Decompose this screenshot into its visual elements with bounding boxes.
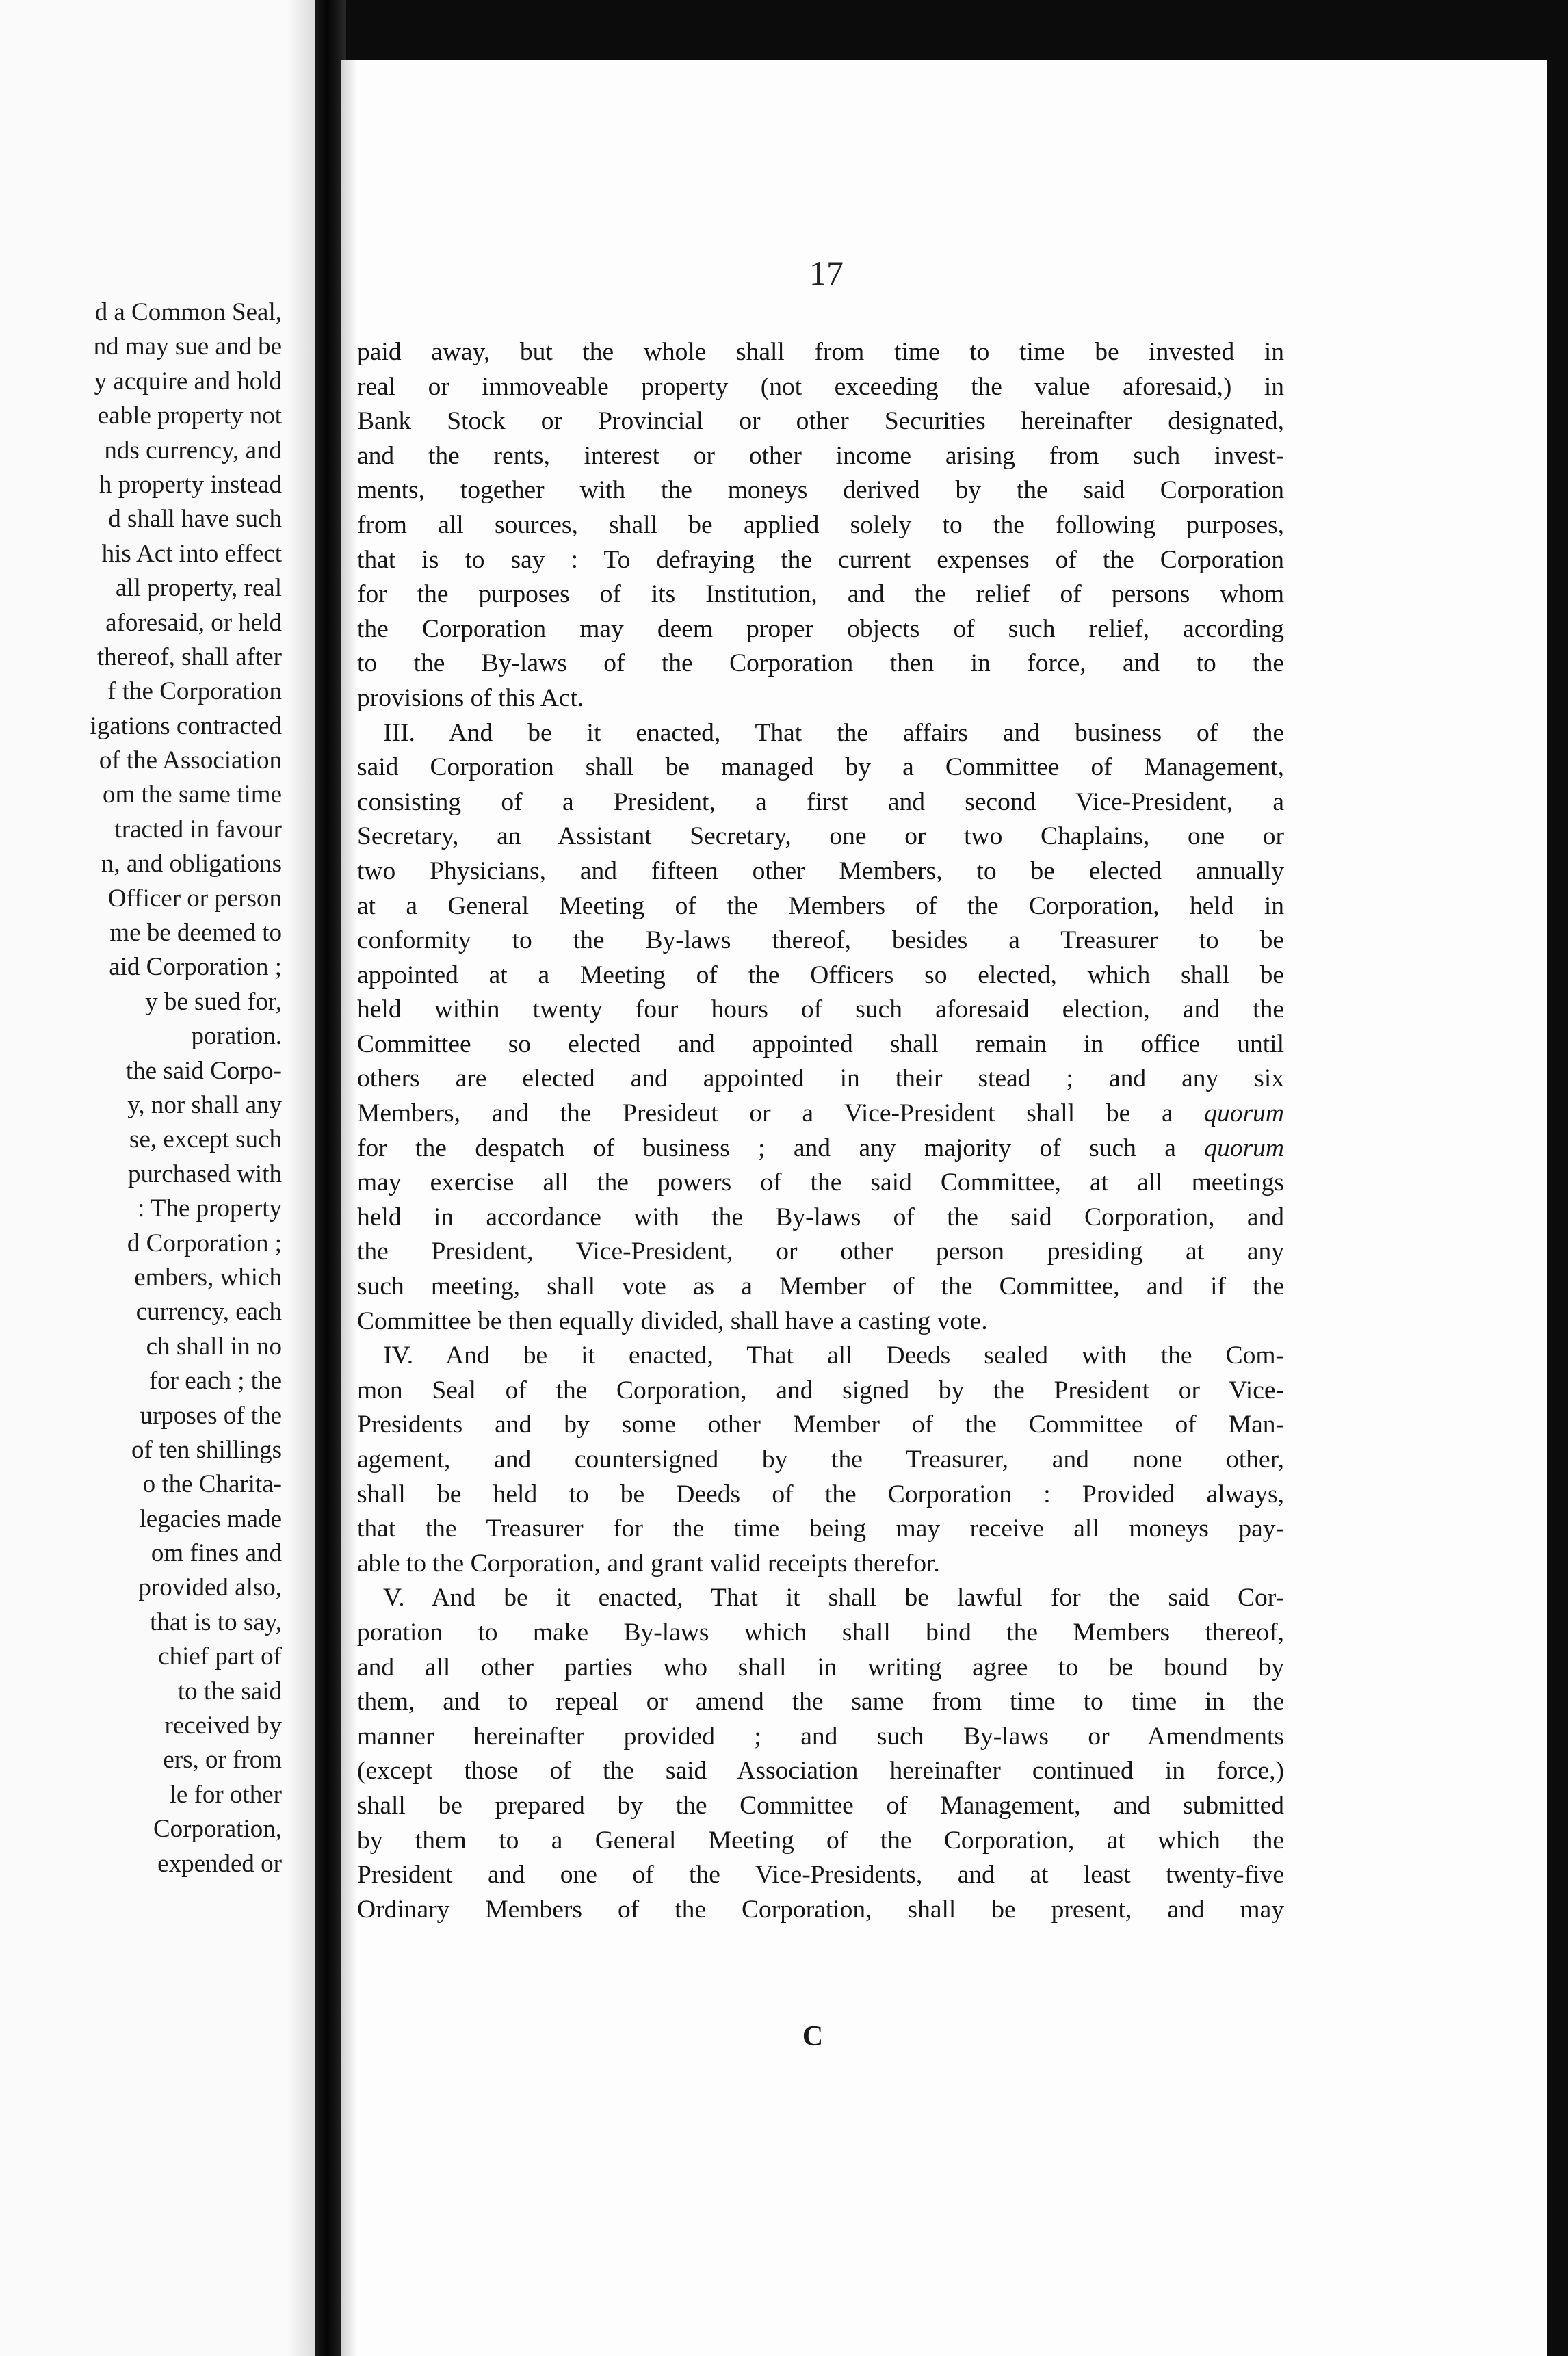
left-page	[0, 0, 315, 2356]
left-page-line: tracted in favour	[114, 815, 282, 843]
body-line: conformity to the By-laws thereof, besides a Treasurer to be	[357, 926, 1284, 955]
left-page-line: thereof, shall after	[96, 642, 282, 671]
body-line: manner hereinafter provided ; and such By-laws or Amendments	[357, 1722, 1284, 1751]
left-page-line: n, and obligations	[101, 850, 282, 878]
left-page-line: all property, real	[115, 574, 282, 603]
body-line: by them to a General Meeting of the Corporation, at which the	[357, 1826, 1284, 1855]
body-line: at a General Meeting of the Members of the Corporation, held in	[357, 891, 1284, 920]
left-page-line: to the said	[177, 1677, 282, 1705]
body-line: held within twenty four hours of such aforesaid election, and the	[357, 995, 1284, 1024]
right-page	[341, 60, 1547, 2356]
left-page-shadow	[287, 0, 315, 2356]
body-line: two Physicians, and fifteen other Members, to be elected annually	[357, 856, 1284, 885]
left-page-line: o the Charita-	[142, 1470, 282, 1499]
body-line: that is to say : To defraying the current expenses of the Corporation	[357, 545, 1284, 574]
left-page-line: his Act into effect	[101, 539, 282, 568]
left-page-line: currency, each	[135, 1298, 282, 1326]
body-line: real or immoveable property (not exceeding the value aforesaid,) in	[357, 372, 1284, 401]
body-line: and all other parties who shall in writing agree to be bound by	[357, 1653, 1284, 1681]
body-line: paid away, but the whole shall from time to time be invested in	[357, 338, 1284, 366]
left-page-line: for each ; the	[148, 1367, 282, 1396]
body-line: Ordinary Members of the Corporation, shall be present, and may	[357, 1895, 1284, 1924]
left-page-line: igations contracted	[90, 711, 282, 740]
body-line: the President, Vice-President, or other person presiding at any	[357, 1238, 1284, 1266]
body-line: Members, and the Presideut or a Vice-President shall be a quorum	[357, 1099, 1284, 1128]
left-page-text	[0, 296, 282, 1881]
body-line: mon Seal of the Corporation, and signed by the President or Vice-	[357, 1376, 1284, 1404]
left-page-line: received by	[164, 1712, 282, 1740]
left-page-line: me be deemed to	[109, 919, 282, 947]
signature-mark: C	[802, 2021, 824, 2052]
body-line: that the Treasurer for the time being may receive all moneys pay-	[357, 1515, 1284, 1543]
left-page-line: purchased with	[127, 1160, 282, 1188]
left-page-line: ch shall in no	[146, 1332, 282, 1361]
left-page-line: Officer or person	[107, 884, 282, 913]
body-line: Committee so elected and appointed shall remain in office until	[357, 1030, 1284, 1058]
body-line: poration to make By-laws which shall bind the Members thereof,	[357, 1618, 1284, 1647]
left-page-line: aforesaid, or held	[105, 608, 282, 637]
body-line: III. And be it enacted, That the affairs and business of the	[383, 718, 1284, 747]
left-page-line: : The property	[138, 1194, 282, 1223]
left-page-line: nds currency, and	[104, 436, 282, 464]
left-page-line: eable property not	[97, 402, 282, 430]
body-line: and the rents, interest or other income arising from such invest-	[357, 441, 1284, 470]
body-line: Secretary, an Assistant Secretary, one or two Chaplains, one or	[357, 822, 1284, 851]
body-line: Presidents and by some other Member of the Committee of Man-	[357, 1411, 1284, 1439]
body-line: Bank Stock or Provincial or other Securities hereinafter designated,	[357, 407, 1284, 436]
body-text	[357, 335, 1284, 1927]
body-line: (except those of the said Association hereinafter continued in force,)	[357, 1757, 1284, 1785]
left-page-line: f the Corporation	[107, 677, 282, 706]
left-page-line: expended or	[157, 1849, 282, 1878]
left-page-line: d shall have such	[108, 505, 282, 534]
body-line: from all sources, shall be applied solely to the following purposes,	[357, 510, 1284, 539]
body-line: appointed at a Meeting of the Officers so elected, which shall be	[357, 960, 1284, 989]
left-page-line: om the same time	[102, 781, 282, 809]
left-page-line: urposes of the	[140, 1401, 282, 1430]
left-page-line: poration.	[191, 1022, 282, 1051]
left-page-line: se, except such	[129, 1125, 282, 1154]
left-page-line: provided also,	[138, 1573, 282, 1602]
left-page-line: chief part of	[158, 1642, 282, 1671]
body-line: Committee be then equally divided, shall have a casting vote.	[357, 1307, 988, 1335]
left-page-line: of the Association	[99, 746, 282, 775]
body-line: consisting of a President, a first and second Vice-President, a	[357, 787, 1284, 816]
left-page-line: legacies made	[139, 1504, 282, 1533]
left-page-line: embers, which	[134, 1263, 282, 1292]
body-line: ments, together with the moneys derived by the said Corporation	[357, 476, 1284, 505]
body-line: shall be prepared by the Committee of Management, and submitted	[357, 1791, 1284, 1820]
body-line: provisions of this Act.	[357, 683, 584, 712]
left-page-line: d a Common Seal,	[94, 298, 282, 326]
body-line: may exercise all the powers of the said Committee, at all meetings	[357, 1168, 1284, 1197]
body-line: V. And be it enacted, That it shall be lawful for the said Cor-	[383, 1584, 1284, 1612]
left-page-line: d Corporation ;	[127, 1229, 282, 1257]
body-line: President and one of the Vice-Presidents, and at least twenty-five	[357, 1861, 1284, 1889]
left-page-line: h property instead	[99, 470, 282, 499]
body-line: the Corporation may deem proper objects of such relief, according	[357, 614, 1284, 643]
page-number: 17	[809, 254, 844, 292]
left-page-line: of ten shillings	[131, 1435, 282, 1464]
left-page-line: Corporation,	[153, 1815, 282, 1844]
left-page-line: y acquire and hold	[94, 367, 282, 395]
body-line: to the By-laws of the Corporation then in force, and to the	[357, 649, 1284, 678]
left-page-line: y be sued for,	[145, 987, 282, 1016]
body-line: them, and to repeal or amend the same from time to time in the	[357, 1688, 1284, 1716]
left-page-line: y, nor shall any	[127, 1090, 282, 1119]
left-page-line: aid Corporation ;	[109, 953, 282, 982]
left-page-line: le for other	[169, 1780, 282, 1809]
body-line: such meeting, shall vote as a Member of the Committee, and if the	[357, 1272, 1284, 1301]
body-line: held in accordance with the By-laws of the said Corporation, and	[357, 1203, 1284, 1231]
body-line: able to the Corporation, and grant valid receipts therefor.	[357, 1549, 940, 1578]
left-page-line: nd may sue and be	[93, 332, 282, 361]
body-line: for the despatch of business ; and any majority of such a quorum	[357, 1134, 1284, 1162]
left-page-line: om fines and	[151, 1539, 282, 1568]
body-line: said Corporation shall be managed by a Committee of Management,	[357, 753, 1284, 782]
body-line: agement, and countersigned by the Treasurer, and none other,	[357, 1445, 1284, 1474]
left-page-line: ers, or from	[163, 1746, 282, 1775]
body-line: shall be held to be Deeds of the Corporation : Provided always,	[357, 1480, 1284, 1508]
body-line: for the purposes of its Institution, and the relief of persons whom	[357, 580, 1284, 609]
right-page-edge-shadow	[341, 60, 357, 2356]
left-page-line: that is to say,	[150, 1608, 282, 1636]
body-line: others are elected and appointed in their stead ; and any six	[357, 1064, 1284, 1093]
body-line: IV. And be it enacted, That all Deeds sealed with the Com-	[383, 1341, 1284, 1370]
left-page-line: the said Corpo-	[125, 1056, 282, 1085]
